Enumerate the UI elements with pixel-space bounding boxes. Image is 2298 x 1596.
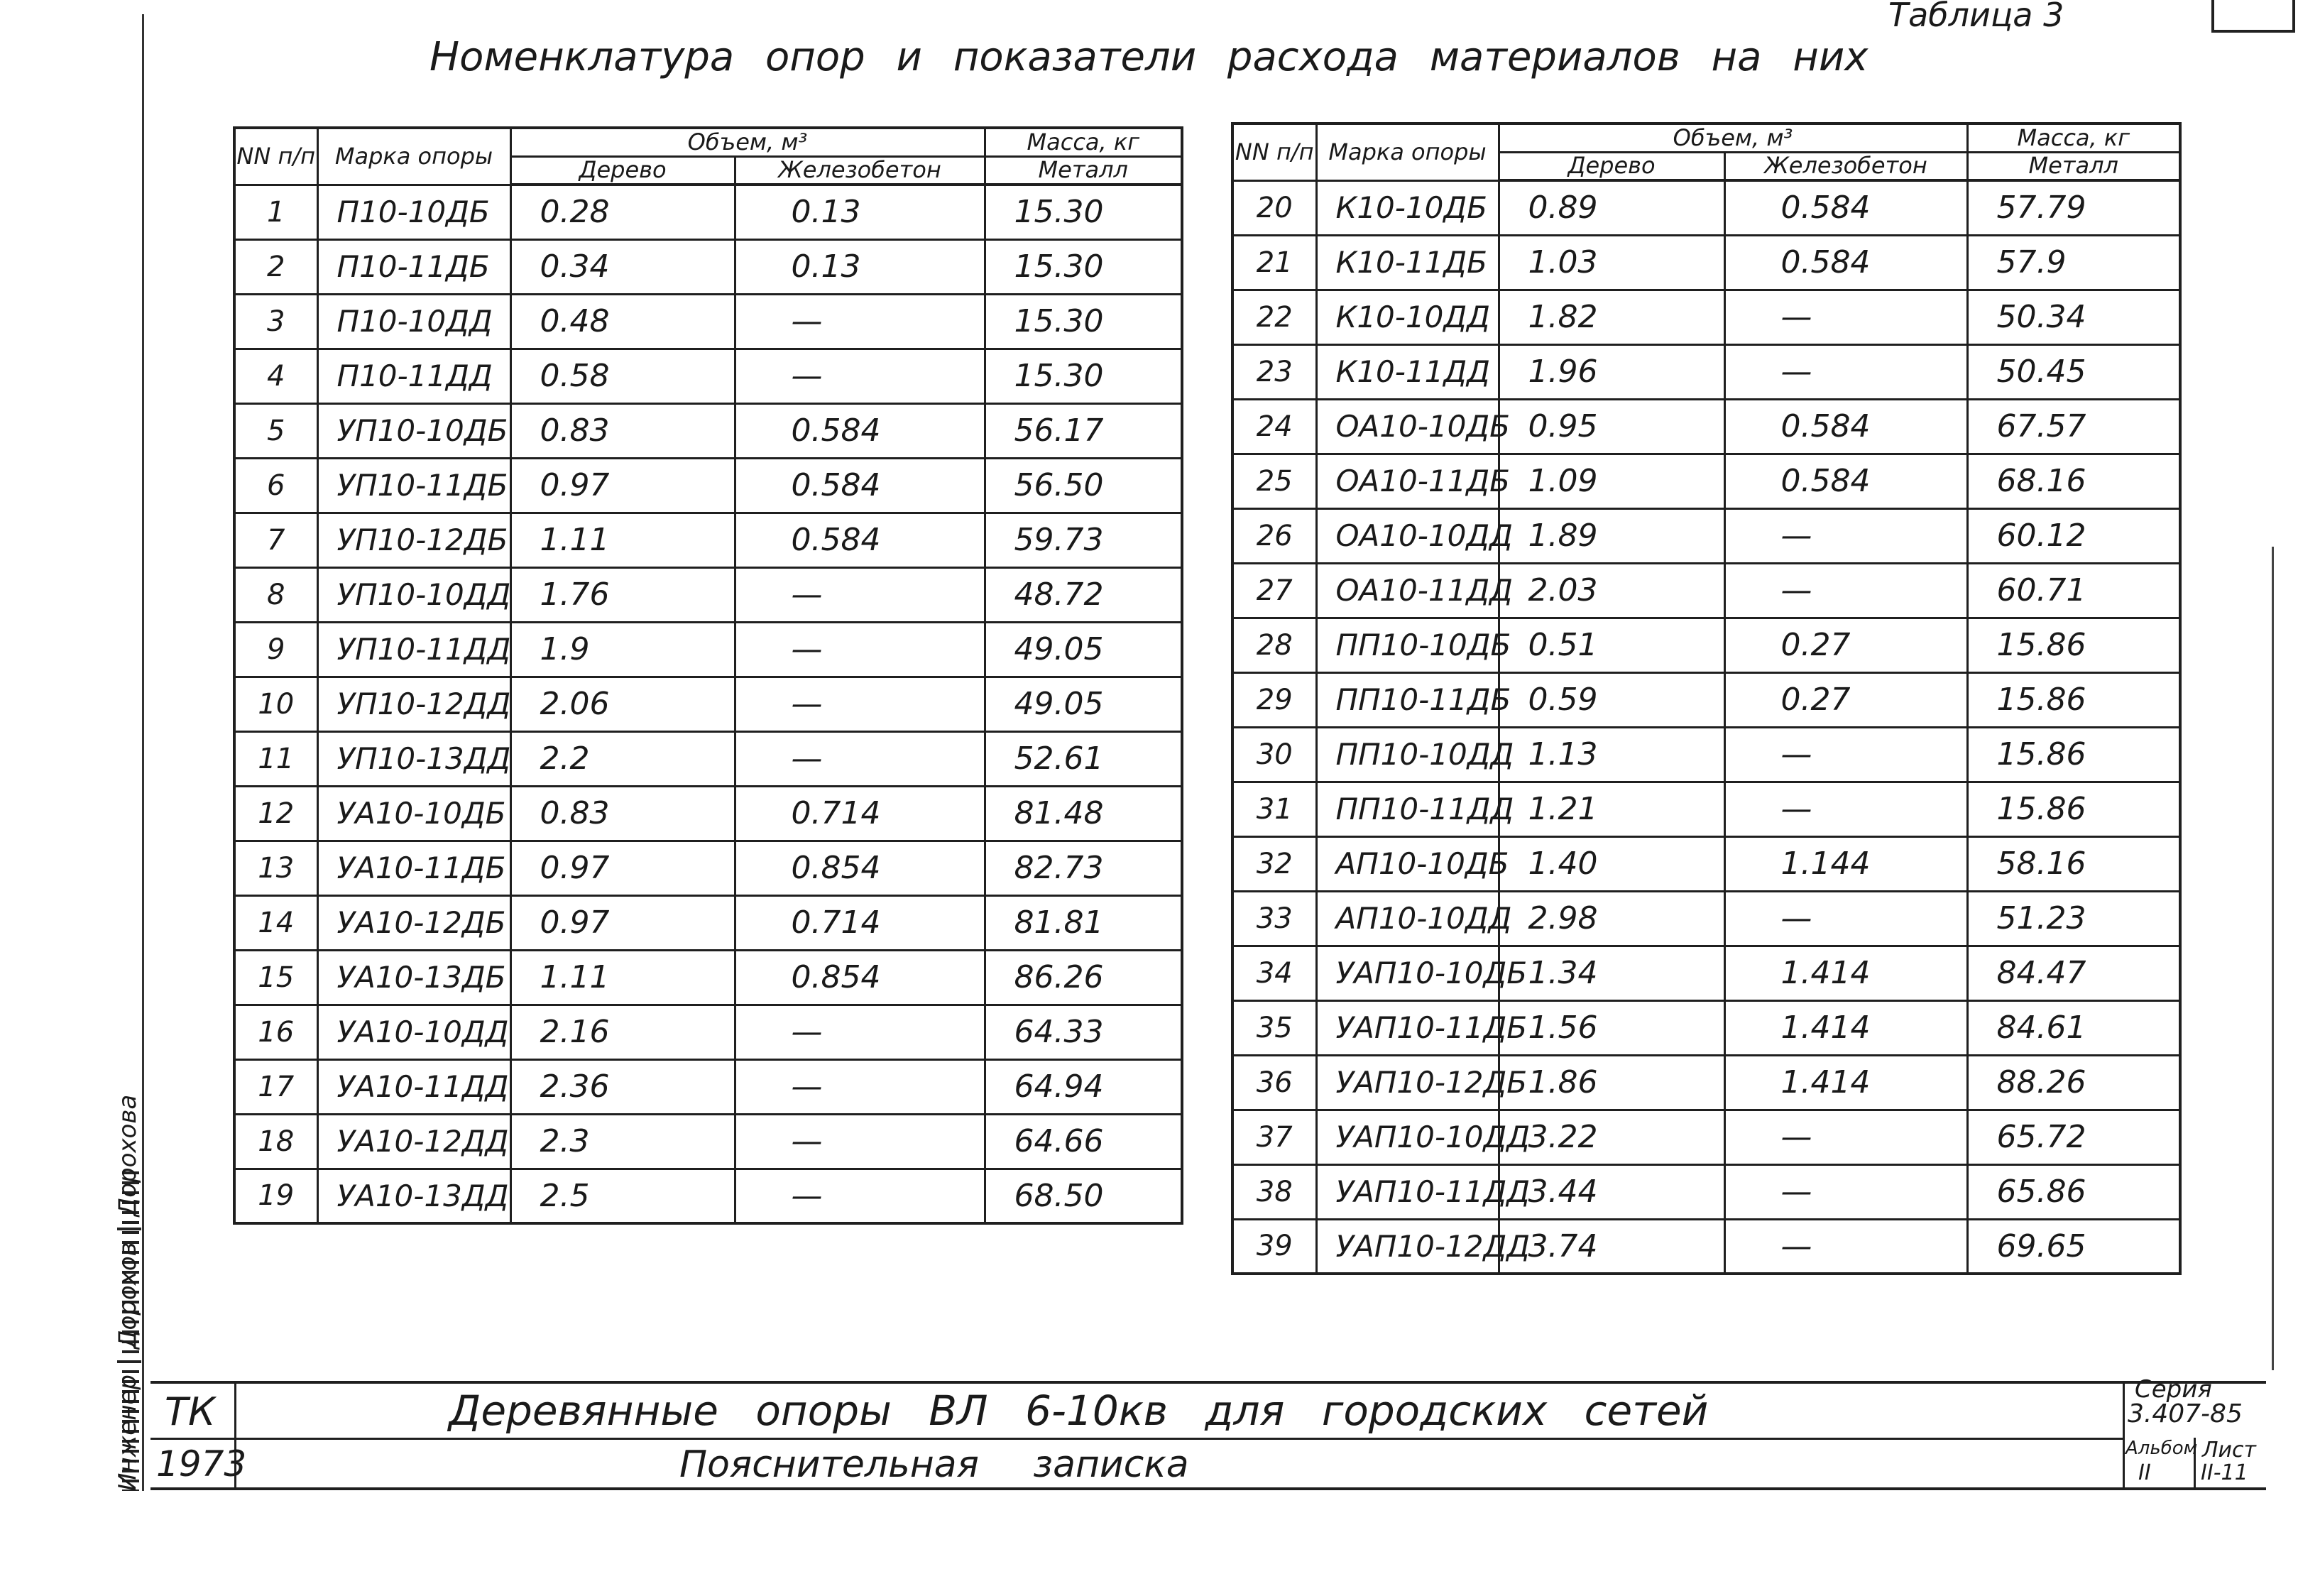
row-number: 1 bbox=[234, 185, 317, 239]
concrete-volume: — bbox=[735, 1005, 985, 1059]
concrete-volume: 0.584 bbox=[1724, 454, 1967, 508]
wood-volume: 1.21 bbox=[1499, 782, 1724, 836]
metal-mass: 68.50 bbox=[985, 1169, 1182, 1223]
table-row bbox=[234, 458, 1182, 513]
metal-mass: 81.81 bbox=[985, 895, 1182, 950]
row-number: 27 bbox=[1232, 563, 1316, 618]
metal-mass: 60.12 bbox=[1967, 508, 2180, 563]
table-row bbox=[234, 1169, 1182, 1223]
row-number: 12 bbox=[234, 786, 317, 841]
metal-mass: 60.71 bbox=[1967, 563, 2180, 618]
row-number: 22 bbox=[1232, 290, 1316, 344]
header-wood: Дерево bbox=[510, 156, 735, 185]
header-metal: Металл bbox=[985, 156, 1182, 185]
metal-mass: 57.79 bbox=[1967, 180, 2180, 235]
concrete-volume: 0.13 bbox=[735, 239, 985, 294]
row-number: 38 bbox=[1232, 1164, 1316, 1219]
table-row bbox=[1232, 1219, 2180, 1274]
wood-volume: 1.9 bbox=[510, 622, 735, 677]
wood-volume: 3.44 bbox=[1499, 1164, 1724, 1219]
supports-table-left bbox=[233, 126, 1183, 1225]
metal-mass: 49.05 bbox=[985, 677, 1182, 731]
support-mark: АП10-10ДД bbox=[1316, 891, 1499, 946]
row-number: 18 bbox=[234, 1114, 317, 1169]
wood-volume: 1.89 bbox=[1499, 508, 1724, 563]
row-number: 29 bbox=[1232, 672, 1316, 727]
row-number: 17 bbox=[234, 1059, 317, 1114]
support-mark: АП10-10ДБ bbox=[1316, 836, 1499, 891]
table-row bbox=[1232, 563, 2180, 618]
support-mark: УА10-11ДД bbox=[317, 1059, 510, 1114]
concrete-volume: — bbox=[1724, 727, 1967, 782]
metal-mass: 50.34 bbox=[1967, 290, 2180, 344]
concrete-volume: 0.714 bbox=[735, 786, 985, 841]
wood-volume: 2.36 bbox=[510, 1059, 735, 1114]
sheet-number: II-11 bbox=[2201, 1460, 2248, 1485]
frame-left-border bbox=[142, 14, 144, 1491]
support-mark: УП10-11ДБ bbox=[317, 458, 510, 513]
header-num: NN п/п bbox=[234, 128, 317, 185]
concrete-volume: — bbox=[735, 1059, 985, 1114]
wood-volume: 2.03 bbox=[1499, 563, 1724, 618]
concrete-volume: — bbox=[735, 1169, 985, 1223]
table-row bbox=[1232, 891, 2180, 946]
row-number: 25 bbox=[1232, 454, 1316, 508]
header-mark: Марка опоры bbox=[1316, 124, 1499, 180]
table-row bbox=[234, 567, 1182, 622]
metal-mass: 15.86 bbox=[1967, 782, 2180, 836]
concrete-volume: — bbox=[735, 677, 985, 731]
row-number: 9 bbox=[234, 622, 317, 677]
support-mark: ОА10-11ДБ bbox=[1316, 454, 1499, 508]
wood-volume: 3.74 bbox=[1499, 1219, 1724, 1274]
support-mark: УП10-13ДД bbox=[317, 731, 510, 786]
table-row bbox=[234, 677, 1182, 731]
metal-mass: 50.45 bbox=[1967, 344, 2180, 399]
row-number: 31 bbox=[1232, 782, 1316, 836]
row-number: 10 bbox=[234, 677, 317, 731]
table-row bbox=[1232, 180, 2180, 235]
document-title: Пояснительная записка bbox=[679, 1443, 1189, 1486]
support-mark: П10-11ДД bbox=[317, 349, 510, 403]
row-number: 37 bbox=[1232, 1110, 1316, 1164]
row-number: 8 bbox=[234, 567, 317, 622]
wood-volume: 3.22 bbox=[1499, 1110, 1724, 1164]
wood-volume: 2.06 bbox=[510, 677, 735, 731]
table-row bbox=[234, 786, 1182, 841]
table-row bbox=[1232, 454, 2180, 508]
support-mark: УА10-12ДБ bbox=[317, 895, 510, 950]
wood-volume: 1.34 bbox=[1499, 946, 1724, 1000]
table-row bbox=[1232, 727, 2180, 782]
row-number: 26 bbox=[1232, 508, 1316, 563]
row-number: 21 bbox=[1232, 235, 1316, 290]
metal-mass: 51.23 bbox=[1967, 891, 2180, 946]
wood-volume: 2.5 bbox=[510, 1169, 735, 1223]
concrete-volume: — bbox=[1724, 782, 1967, 836]
concrete-volume: 1.414 bbox=[1724, 1000, 1967, 1055]
metal-mass: 56.50 bbox=[985, 458, 1182, 513]
support-mark: К10-10ДД bbox=[1316, 290, 1499, 344]
sheet-label: Лист bbox=[2202, 1438, 2257, 1463]
wood-volume: 0.83 bbox=[510, 403, 735, 458]
support-mark: УП10-11ДД bbox=[317, 622, 510, 677]
wood-volume: 1.82 bbox=[1499, 290, 1724, 344]
metal-mass: 67.57 bbox=[1967, 399, 2180, 454]
wood-volume: 0.51 bbox=[1499, 618, 1724, 672]
concrete-volume: — bbox=[1724, 508, 1967, 563]
metal-mass: 15.86 bbox=[1967, 618, 2180, 672]
header-concrete: Железобетон bbox=[735, 156, 985, 185]
sheet-number-box bbox=[2211, 0, 2295, 33]
row-number: 34 bbox=[1232, 946, 1316, 1000]
concrete-volume: — bbox=[1724, 290, 1967, 344]
table-row bbox=[1232, 290, 2180, 344]
series-label: Серия bbox=[2135, 1375, 2212, 1404]
table-row bbox=[1232, 782, 2180, 836]
album-number: II bbox=[2138, 1460, 2151, 1485]
wood-volume: 1.56 bbox=[1499, 1000, 1724, 1055]
concrete-volume: — bbox=[735, 294, 985, 349]
table-row bbox=[1232, 1055, 2180, 1110]
row-number: 28 bbox=[1232, 618, 1316, 672]
support-mark: УА10-11ДБ bbox=[317, 841, 510, 895]
support-mark: ПП10-11ДД bbox=[1316, 782, 1499, 836]
support-mark: УА10-10ДД bbox=[317, 1005, 510, 1059]
metal-mass: 15.30 bbox=[985, 294, 1182, 349]
support-mark: К10-11ДБ bbox=[1316, 235, 1499, 290]
wood-volume: 2.16 bbox=[510, 1005, 735, 1059]
row-number: 15 bbox=[234, 950, 317, 1005]
header-mark: Марка опоры bbox=[317, 128, 510, 185]
row-number: 20 bbox=[1232, 180, 1316, 235]
frame-right-mark bbox=[2272, 547, 2274, 1370]
stamp-signature: Дорохов bbox=[114, 1242, 142, 1350]
wood-volume: 0.97 bbox=[510, 841, 735, 895]
concrete-volume: 1.414 bbox=[1724, 946, 1967, 1000]
concrete-volume: 0.854 bbox=[735, 950, 985, 1005]
table-row bbox=[1232, 508, 2180, 563]
row-number: 5 bbox=[234, 403, 317, 458]
support-mark: УА10-13ДБ bbox=[317, 950, 510, 1005]
metal-mass: 48.72 bbox=[985, 567, 1182, 622]
table-row bbox=[1232, 672, 2180, 727]
wood-volume: 1.11 bbox=[510, 513, 735, 567]
concrete-volume: — bbox=[1724, 1164, 1967, 1219]
row-number: 14 bbox=[234, 895, 317, 950]
table-label: Таблица 3 bbox=[1888, 0, 2064, 34]
table-row bbox=[1232, 1164, 2180, 1219]
table-body-left bbox=[234, 185, 1182, 1223]
header-mass: Масса, кг bbox=[1967, 124, 2180, 152]
support-mark: УП10-10ДД bbox=[317, 567, 510, 622]
concrete-volume: 0.584 bbox=[1724, 399, 1967, 454]
supports-table-right bbox=[1231, 122, 2182, 1275]
stamp-role: Инженер bbox=[114, 1374, 142, 1491]
wood-volume: 2.98 bbox=[1499, 891, 1724, 946]
row-number: 23 bbox=[1232, 344, 1316, 399]
support-mark: УП10-12ДБ bbox=[317, 513, 510, 567]
row-number: 6 bbox=[234, 458, 317, 513]
concrete-volume: — bbox=[735, 622, 985, 677]
table-row bbox=[234, 239, 1182, 294]
metal-mass: 15.30 bbox=[985, 239, 1182, 294]
row-number: 32 bbox=[1232, 836, 1316, 891]
table-row bbox=[1232, 1000, 2180, 1055]
header-metal: Металл bbox=[1967, 152, 2180, 180]
metal-mass: 57.9 bbox=[1967, 235, 2180, 290]
metal-mass: 58.16 bbox=[1967, 836, 2180, 891]
stamp-name: Дорохова bbox=[114, 1094, 142, 1217]
table-row bbox=[234, 403, 1182, 458]
support-mark: П10-11ДБ bbox=[317, 239, 510, 294]
year: 1973 bbox=[156, 1443, 247, 1485]
metal-mass: 84.61 bbox=[1967, 1000, 2180, 1055]
table-row bbox=[234, 294, 1182, 349]
metal-mass: 88.26 bbox=[1967, 1055, 2180, 1110]
wood-volume: 0.48 bbox=[510, 294, 735, 349]
table-row bbox=[1232, 836, 2180, 891]
table-row bbox=[234, 731, 1182, 786]
support-mark: УАП10-11ДД bbox=[1316, 1164, 1499, 1219]
table-row bbox=[234, 1059, 1182, 1114]
wood-volume: 0.58 bbox=[510, 349, 735, 403]
row-number: 39 bbox=[1232, 1219, 1316, 1274]
wood-volume: 1.09 bbox=[1499, 454, 1724, 508]
row-number: 11 bbox=[234, 731, 317, 786]
row-number: 30 bbox=[1232, 727, 1316, 782]
wood-volume: 1.86 bbox=[1499, 1055, 1724, 1110]
metal-mass: 15.30 bbox=[985, 349, 1182, 403]
table-row bbox=[1232, 946, 2180, 1000]
table-row bbox=[234, 841, 1182, 895]
concrete-volume: — bbox=[1724, 1219, 1967, 1274]
row-number: 35 bbox=[1232, 1000, 1316, 1055]
table-row bbox=[1232, 399, 2180, 454]
concrete-volume: — bbox=[735, 1114, 985, 1169]
concrete-volume: 0.854 bbox=[735, 841, 985, 895]
wood-volume: 0.59 bbox=[1499, 672, 1724, 727]
support-mark: УП10-12ДД bbox=[317, 677, 510, 731]
wood-volume: 0.83 bbox=[510, 786, 735, 841]
concrete-volume: — bbox=[735, 567, 985, 622]
row-number: 33 bbox=[1232, 891, 1316, 946]
table-row bbox=[234, 950, 1182, 1005]
concrete-volume: — bbox=[1724, 344, 1967, 399]
table-row bbox=[1232, 235, 2180, 290]
support-mark: ОА10-11ДД bbox=[1316, 563, 1499, 618]
concrete-volume: 1.414 bbox=[1724, 1055, 1967, 1110]
support-mark: ОА10-10ДБ bbox=[1316, 399, 1499, 454]
concrete-volume: 0.584 bbox=[735, 513, 985, 567]
wood-volume: 0.34 bbox=[510, 239, 735, 294]
metal-mass: 15.86 bbox=[1967, 672, 2180, 727]
page-title: Номенклатура опор и показатели расхода материалов на них bbox=[429, 34, 1869, 80]
header-volume: Объем, м³ bbox=[510, 128, 985, 156]
metal-mass: 86.26 bbox=[985, 950, 1182, 1005]
support-mark: УАП10-12ДД bbox=[1316, 1219, 1499, 1274]
support-mark: П10-10ДД bbox=[317, 294, 510, 349]
concrete-volume: 1.144 bbox=[1724, 836, 1967, 891]
concrete-volume: 0.584 bbox=[735, 403, 985, 458]
support-mark: ПП10-11ДБ bbox=[1316, 672, 1499, 727]
support-mark: ПП10-10ДД bbox=[1316, 727, 1499, 782]
wood-volume: 0.89 bbox=[1499, 180, 1724, 235]
table-row bbox=[1232, 618, 2180, 672]
concrete-volume: 0.27 bbox=[1724, 618, 1967, 672]
metal-mass: 65.86 bbox=[1967, 1164, 2180, 1219]
project-title: Деревянные опоры ВЛ 6-10кв для городских сетей bbox=[449, 1387, 1709, 1435]
support-mark: ОА10-10ДД bbox=[1316, 508, 1499, 563]
wood-volume: 2.3 bbox=[510, 1114, 735, 1169]
wood-volume: 0.97 bbox=[510, 458, 735, 513]
wood-volume: 1.11 bbox=[510, 950, 735, 1005]
concrete-volume: — bbox=[1724, 563, 1967, 618]
metal-mass: 59.73 bbox=[985, 513, 1182, 567]
wood-volume: 0.97 bbox=[510, 895, 735, 950]
concrete-volume: — bbox=[1724, 1110, 1967, 1164]
wood-volume: 1.13 bbox=[1499, 727, 1724, 782]
row-number: 7 bbox=[234, 513, 317, 567]
support-mark: УАП10-12ДБ bbox=[1316, 1055, 1499, 1110]
wood-volume: 0.28 bbox=[510, 185, 735, 239]
concrete-volume: — bbox=[1724, 891, 1967, 946]
support-mark: П10-10ДБ bbox=[317, 185, 510, 239]
support-mark: УАП10-11ДБ bbox=[1316, 1000, 1499, 1055]
row-number: 13 bbox=[234, 841, 317, 895]
album-label: Альбом bbox=[2125, 1438, 2198, 1459]
row-number: 24 bbox=[1232, 399, 1316, 454]
metal-mass: 64.66 bbox=[985, 1114, 1182, 1169]
support-mark: УАП10-10ДБ bbox=[1316, 946, 1499, 1000]
table-row bbox=[234, 185, 1182, 239]
header-volume: Объем, м³ bbox=[1499, 124, 1967, 152]
approval-stamp bbox=[114, 611, 142, 1491]
table-row bbox=[234, 349, 1182, 403]
metal-mass: 82.73 bbox=[985, 841, 1182, 895]
header-concrete: Железобетон bbox=[1724, 152, 1967, 180]
support-mark: К10-10ДБ bbox=[1316, 180, 1499, 235]
support-mark: УА10-12ДД bbox=[317, 1114, 510, 1169]
table-row bbox=[234, 1114, 1182, 1169]
concrete-volume: 0.27 bbox=[1724, 672, 1967, 727]
support-mark: ПП10-10ДБ bbox=[1316, 618, 1499, 672]
concrete-volume: 0.584 bbox=[1724, 235, 1967, 290]
metal-mass: 64.94 bbox=[985, 1059, 1182, 1114]
header-mass: Масса, кг bbox=[985, 128, 1182, 156]
series-number: 3.407-85 bbox=[2128, 1399, 2243, 1428]
wood-volume: 2.2 bbox=[510, 731, 735, 786]
metal-mass: 64.33 bbox=[985, 1005, 1182, 1059]
row-number: 2 bbox=[234, 239, 317, 294]
table-body-right bbox=[1232, 180, 2180, 1274]
table-row bbox=[234, 622, 1182, 677]
metal-mass: 84.47 bbox=[1967, 946, 2180, 1000]
metal-mass: 65.72 bbox=[1967, 1110, 2180, 1164]
metal-mass: 68.16 bbox=[1967, 454, 2180, 508]
row-number: 19 bbox=[234, 1169, 317, 1223]
metal-mass: 15.30 bbox=[985, 185, 1182, 239]
support-mark: УА10-10ДБ bbox=[317, 786, 510, 841]
wood-volume: 1.40 bbox=[1499, 836, 1724, 891]
table-row bbox=[234, 1005, 1182, 1059]
header-num: NN п/п bbox=[1232, 124, 1316, 180]
row-number: 36 bbox=[1232, 1055, 1316, 1110]
concrete-volume: 0.584 bbox=[735, 458, 985, 513]
wood-volume: 1.76 bbox=[510, 567, 735, 622]
metal-mass: 49.05 bbox=[985, 622, 1182, 677]
concrete-volume: — bbox=[735, 349, 985, 403]
table-row bbox=[234, 513, 1182, 567]
row-number: 3 bbox=[234, 294, 317, 349]
metal-mass: 15.86 bbox=[1967, 727, 2180, 782]
row-number: 16 bbox=[234, 1005, 317, 1059]
metal-mass: 56.17 bbox=[985, 403, 1182, 458]
metal-mass: 52.61 bbox=[985, 731, 1182, 786]
support-mark: УА10-13ДД bbox=[317, 1169, 510, 1223]
metal-mass: 81.48 bbox=[985, 786, 1182, 841]
title-block bbox=[151, 1375, 2266, 1492]
metal-mass: 69.65 bbox=[1967, 1219, 2180, 1274]
support-mark: К10-11ДД bbox=[1316, 344, 1499, 399]
wood-volume: 1.03 bbox=[1499, 235, 1724, 290]
header-wood: Дерево bbox=[1499, 152, 1724, 180]
table-row bbox=[1232, 344, 2180, 399]
org-code: ТК bbox=[165, 1389, 216, 1434]
concrete-volume: 0.584 bbox=[1724, 180, 1967, 235]
wood-volume: 0.95 bbox=[1499, 399, 1724, 454]
row-number: 4 bbox=[234, 349, 317, 403]
support-mark: УП10-10ДБ bbox=[317, 403, 510, 458]
support-mark: УАП10-10ДД bbox=[1316, 1110, 1499, 1164]
wood-volume: 1.96 bbox=[1499, 344, 1724, 399]
table-row bbox=[234, 895, 1182, 950]
concrete-volume: 0.714 bbox=[735, 895, 985, 950]
concrete-volume: — bbox=[735, 731, 985, 786]
concrete-volume: 0.13 bbox=[735, 185, 985, 239]
table-row bbox=[1232, 1110, 2180, 1164]
